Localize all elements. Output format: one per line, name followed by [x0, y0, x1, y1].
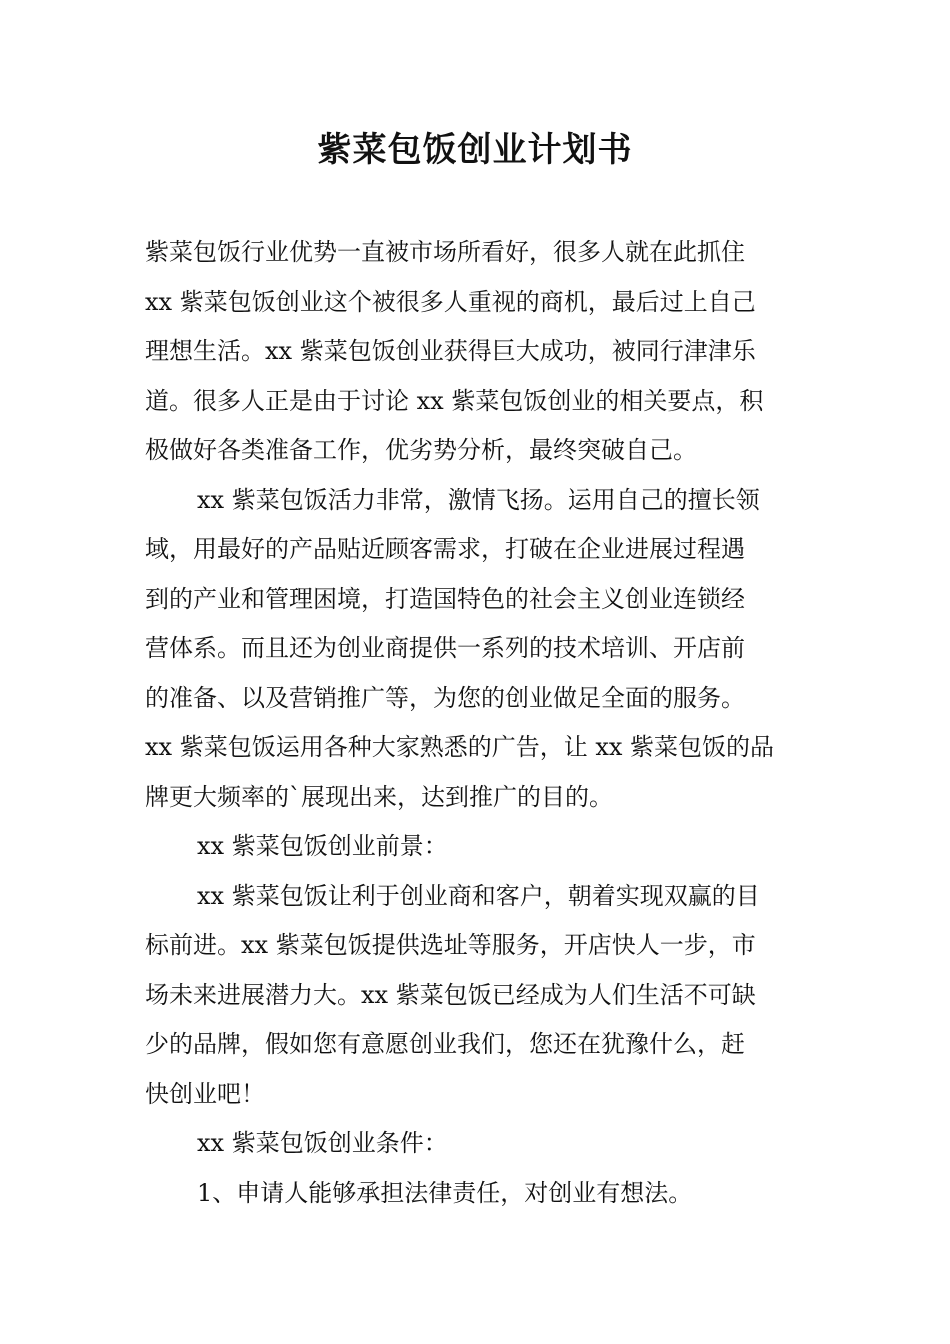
text-line: xx 紫菜包饭创业条件： [197, 1129, 448, 1157]
document-title: 紫菜包饭创业计划书 [317, 130, 633, 170]
text-line: 域，用最好的产品贴近顾客需求，打破在企业进展过程遇 [145, 535, 745, 563]
text-line: 极做好各类准备工作，优劣势分析，最终突破自己。 [145, 436, 697, 464]
text-line: 理想生活。xx 紫菜包饭创业获得巨大成功，被同行津津乐 [145, 337, 756, 365]
text-line: 紫菜包饭行业优势一直被市场所看好，很多人就在此抓住 [145, 238, 745, 266]
text-line: 牌更大频率的`展现出来，达到推广的目的。 [145, 782, 613, 811]
text-line: 场未来进展潜力大。xx 紫菜包饭已经成为人们生活不可缺 [145, 980, 756, 1009]
text-line: 快创业吧！ [145, 1079, 265, 1108]
text-line: 少的品牌，假如您有意愿创业我们，您还在犹豫什么，赶 [145, 1030, 745, 1058]
text-line: 到的产业和管理困境，打造国特色的社会主义创业连锁经 [145, 584, 745, 613]
text-line: 道。很多人正是由于讨论 xx 紫菜包饭创业的相关要点，积 [145, 386, 764, 415]
document-body [145, 228, 820, 1218]
text-line: xx 紫菜包饭创业前景： [197, 832, 448, 860]
text-line: 的准备、以及营销推广等，为您的创业做足全面的服务。 [145, 683, 745, 712]
text-line: 营体系。而且还为创业商提供一系列的技术培训、开店前 [145, 634, 745, 662]
text-line: xx 紫菜包饭让利于创业商和客户，朝着实现双赢的目 [197, 881, 760, 910]
text-line: xx 紫菜包饭运用各种大家熟悉的广告，让 xx 紫菜包饭的品 [145, 733, 775, 761]
text-line: xx 紫菜包饭活力非常，激情飞扬。运用自己的擅长领 [197, 485, 760, 514]
text-line: 标前进。xx 紫菜包饭提供选址等服务，开店快人一步，市 [145, 931, 756, 959]
text-line: 1、申请人能够承担法律责任，对创业有想法。 [197, 1178, 693, 1207]
text-line: xx 紫菜包饭创业这个被很多人重视的商机，最后过上自己 [145, 287, 756, 316]
